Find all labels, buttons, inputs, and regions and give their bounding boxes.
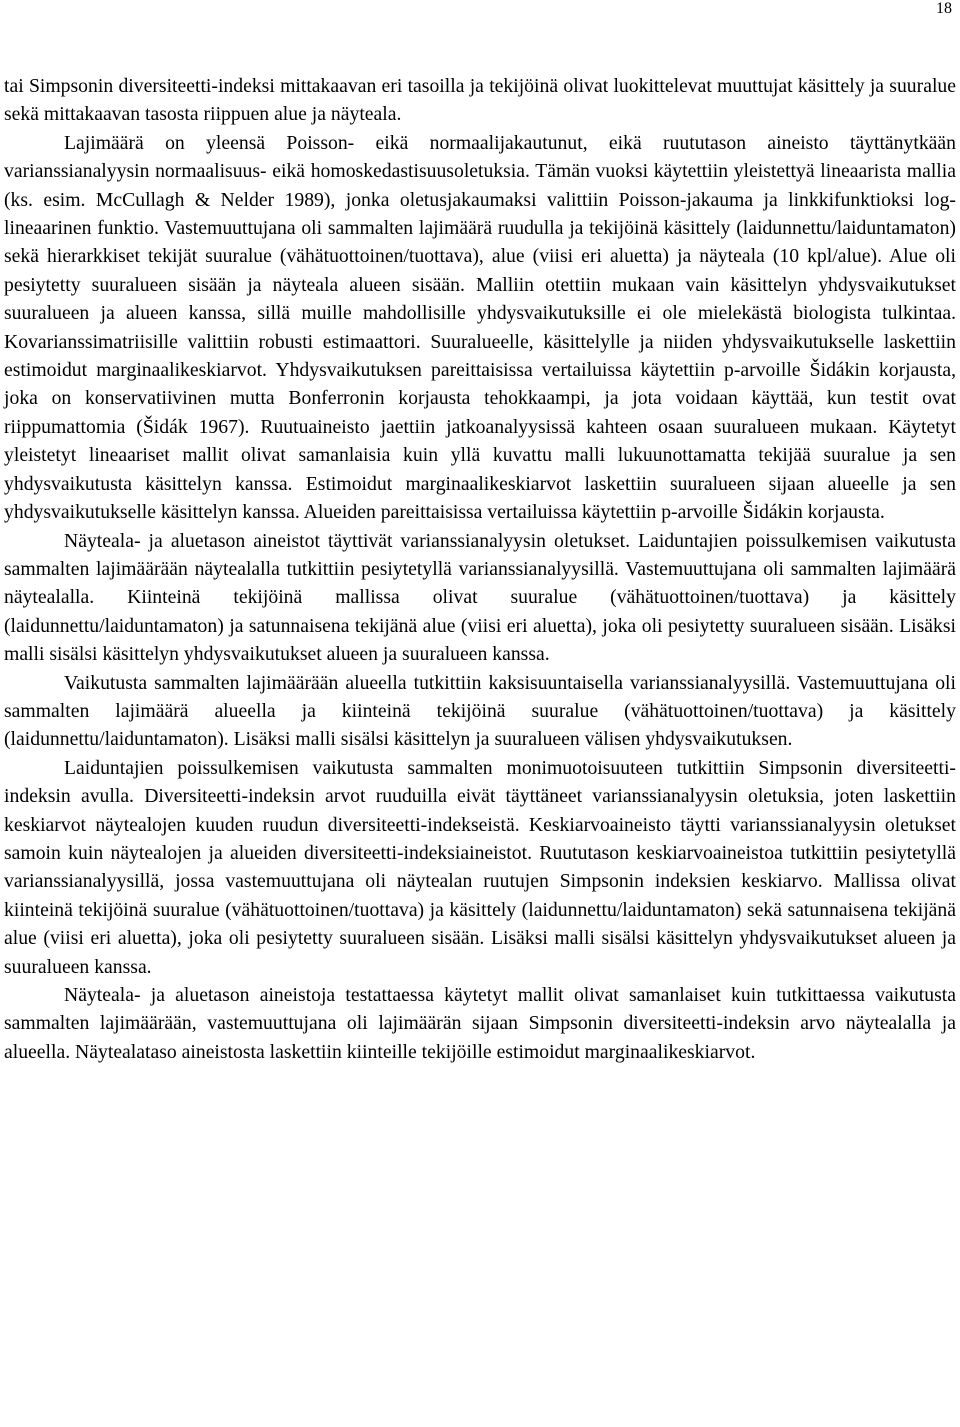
paragraph-area-analysis: Vaikutusta sammalten lajimäärään alueella tutkittiin kaksisuuntaisella varianssianalyysillä. Vastemuuttujana oli sammalten lajimäärä alueella ja kiinteinä tekijöinä suuralue (vähätuottoinen/tuottava) ja käsittely (laidunnettu/laiduntamaton). Lisäksi malli sisälsi käsittelyn ja suuralueen välisen yhdysvaikutuksen. xyxy=(4,671,956,751)
paragraph-model-description: Lajimäärä on yleensä Poisson- eikä normaalijakautunut, eikä ruututason aineisto täyttänytkään varianssianalyysin normaalisuus- eikä homoskedastisuusoletuksia. Tämän vuoksi käytettiin yleistettyä lineaarista mallia (ks. esim. McCullagh & Nelder 1989), jonka oletusjakaumaksi valittiin Poisson-jakauma ja linkkifunktioksi log-lineaarinen funktio. Vastemuuttujana oli sammalten lajimäärä ruudulla ja tekijöinä käsittely (laidunnettu/laiduntamaton) sekä hierarkkiset tekijät suuralue (vähätuottoinen/tuottava), alue (viisi eri aluetta) ja näyteala (10 kpl/alue). Alue oli pesiytetty suuralueen sisään ja näyteala alueen sisään. Malliin otettiin mukaan vain käsittelyn yhdysvaikutukset suuralueen ja alueen kanssa, sillä muille mahdollisille yhdysvaikutuksille ei ole mielekästä biologista tulkintaa. Kovarianssimatriisille valittiin robusti estimaattori. Suuralueelle, käsittelylle ja niiden yhdysvaikutukselle laskettiin estimoidut marginaalikeskiarvot. Yhdysvaikutuksen pareittaisissa vertailuissa käytettiin p-arvoille Šidákin korjausta, joka on konservatiivinen mutta Bonferronin korjausta tehokkaampi, ja jota voidaan käyttää, kun testit ovat riippumattomia (Šidák 1967). Ruutuaineisto jaettiin jatkoanalyysissä kahteen osaan suuralueen mukaan. Käytetyt yleistetyt lineaariset mallit olivat samanlaisia kuin yllä kuvattu malli lukuunottamatta tekijää suuralue ja sen yhdysvaikutusta käsittelyn kanssa. Estimoidut marginaalikeskiarvot laskettiin suuralueen sijaan alueelle ja sen yhdysvaikutukselle käsittelyn kanssa. Alueiden pareittaisissa vertailuissa käytettiin p-arvoille Šidákin korjausta. xyxy=(4,131,956,524)
paragraph-simpson-index: Laiduntajien poissulkemisen vaikutusta sammalten monimuotoisuuteen tutkittiin Simpsonin diversiteetti-indeksin avulla. Diversiteetti-indeksin arvot ruuduilla eivät täyttäneet varianssianalyysin oletuksia, joten laskettiin keskiarvot näytealojen kuuden ruudun diversiteetti-indekseistä. Keskiarvoaineisto täytti varianssianalyysin oletukset samoin kuin näytealojen ja alueiden diversiteetti-indeksiaineistot. Ruututason keskiarvoaineistoa tutkittiin pesiytetyllä varianssianalyysillä, jossa vastemuuttujana oli näytealan ruutujen Simpsonin indeksien keskiarvo. Mallissa olivat kiinteinä tekijöinä suuralue (vähätuottoinen/tuottava) ja käsittely (laidunnettu/laiduntamaton) sekä satunnaisena tekijänä alue (viisi eri aluetta), joka oli pesiytetty suuralueen sisään. Lisäksi malli sisälsi käsittelyn yhdysvaikutukset alueen ja suuralueen kanssa. xyxy=(4,756,956,978)
paragraph-plot-area-analysis: Näyteala- ja aluetason aineistot täyttivät varianssianalyysin oletukset. Laiduntajien poissulkemisen vaikutusta sammalten lajimäärään näytealalla tutkittiin pesiytetyllä varianssianalyysillä. Vastemuuttujana oli sammalten lajimäärä näytealalla. Kiinteinä tekijöinä mallissa olivat suuralue (vähätuottoinen/tuottava) ja käsittely (laidunnettu/laiduntamaton) ja satunnaisena tekijänä alue (viisi eri aluetta), joka oli pesiytetty suuralueen sisään. Lisäksi malli sisälsi käsittelyn yhdysvaikutukset alueen ja suuralueen kanssa. xyxy=(4,529,956,666)
page-number: 18 xyxy=(936,0,952,17)
body-text xyxy=(4,72,956,1066)
paragraph-plot-level-tests: Näyteala- ja aluetason aineistoja testattaessa käytetyt mallit olivat samanlaiset kuin tutkittaessa vaikutusta sammalten lajimäärään, vastemuuttujana oli lajimäärän sijaan Simpsonin diversiteetti-indeksin arvo näytealalla ja alueella. Näytealataso aineistosta laskettiin kiinteille tekijöille estimoidut marginaalikeskiarvot. xyxy=(4,984,956,1063)
paragraph-continuation: tai Simpsonin diversiteetti-indeksi mittakaavan eri tasoilla ja tekijöinä olivat luokittelevat muuttujat käsittely ja suuralue sekä mittakaavan tasosta riippuen alue ja näyteala. xyxy=(4,75,956,126)
